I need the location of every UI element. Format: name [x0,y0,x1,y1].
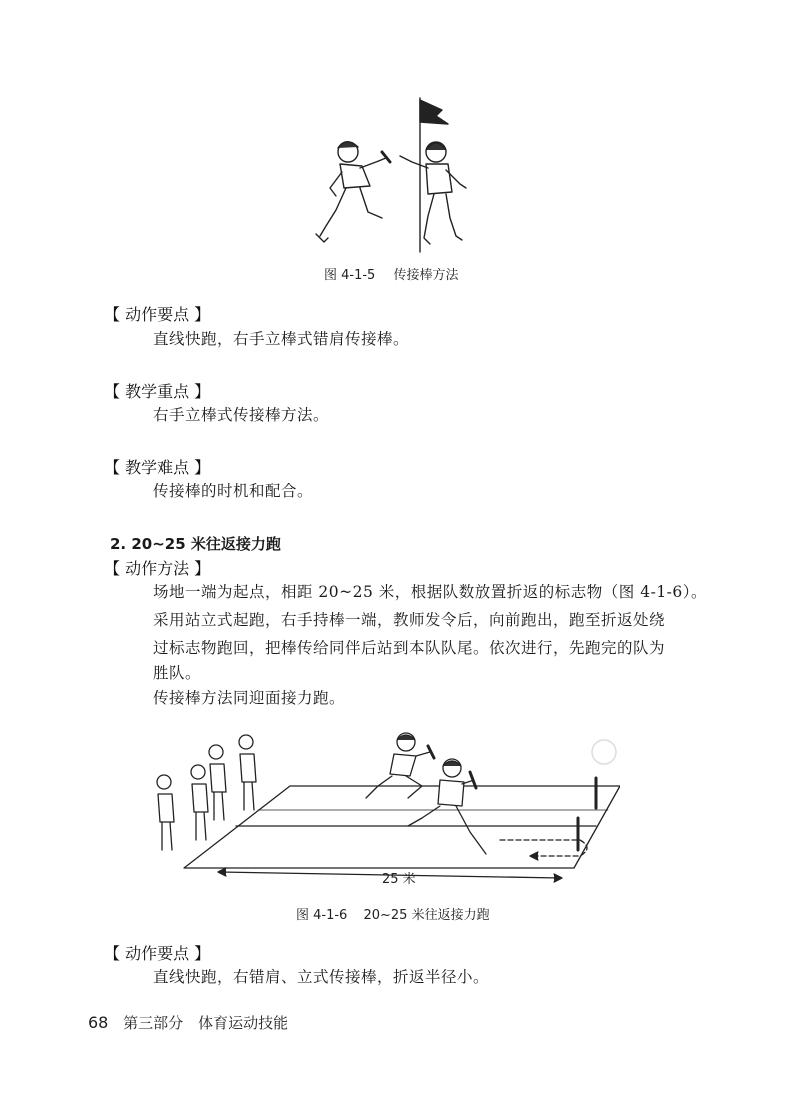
page-number: 68 [88,1013,109,1032]
teaching-difficulty-text: 传接棒的时机和配合。 [153,482,314,500]
figure-4-1-5-caption [324,264,458,283]
distance-label: 25 米 [382,872,416,887]
page-footer [88,1012,288,1033]
baton-pass-illustration [290,92,480,260]
caption-number: 图 4-1-6 [296,908,348,923]
teaching-difficulty-heading: 【 教学难点 】 [104,458,211,477]
action-method-line-1: 场地一端为起点，相距 20~25 米，根据队数放置折返的标志物（图 4-1-6）。 [153,583,708,601]
figure-4-1-6-caption [296,904,490,923]
action-method-line-2: 采用站立式起跑，右手持棒一端，教师发令后，向前跑出，跑至折返处绕 [153,611,666,629]
caption-number: 图 4-1-5 [324,268,376,283]
action-method-line-5: 传接棒方法同迎面接力跑。 [153,689,346,707]
action-points-text: 直线快跑，右手立棒式错肩传接棒。 [153,330,410,348]
action-points-heading-2: 【 动作要点 】 [104,944,211,963]
shuttle-relay-illustration [140,722,620,894]
section-title: 2. 20~25 米往返接力跑 [110,535,281,553]
section-label: 第三部分 体育运动技能 [123,1014,289,1032]
action-method-line-4: 胜队。 [153,664,202,682]
teaching-focus-text: 右手立棒式传接棒方法。 [153,406,330,424]
action-method-heading: 【 动作方法 】 [104,559,211,578]
caption-text: 20~25 米往返接力跑 [363,908,490,923]
action-points-heading: 【 动作要点 】 [104,305,211,324]
registered-watermark-icon [592,740,616,764]
caption-text: 传接棒方法 [393,268,459,283]
action-method-line-3: 过标志物跑回，把棒传给同伴后站到本队队尾。依次进行，先跑完的队为 [153,639,666,657]
teaching-focus-heading: 【 教学重点 】 [104,382,211,401]
action-points-text-2: 直线快跑，右错肩、立式传接棒，折返半径小。 [153,968,490,986]
